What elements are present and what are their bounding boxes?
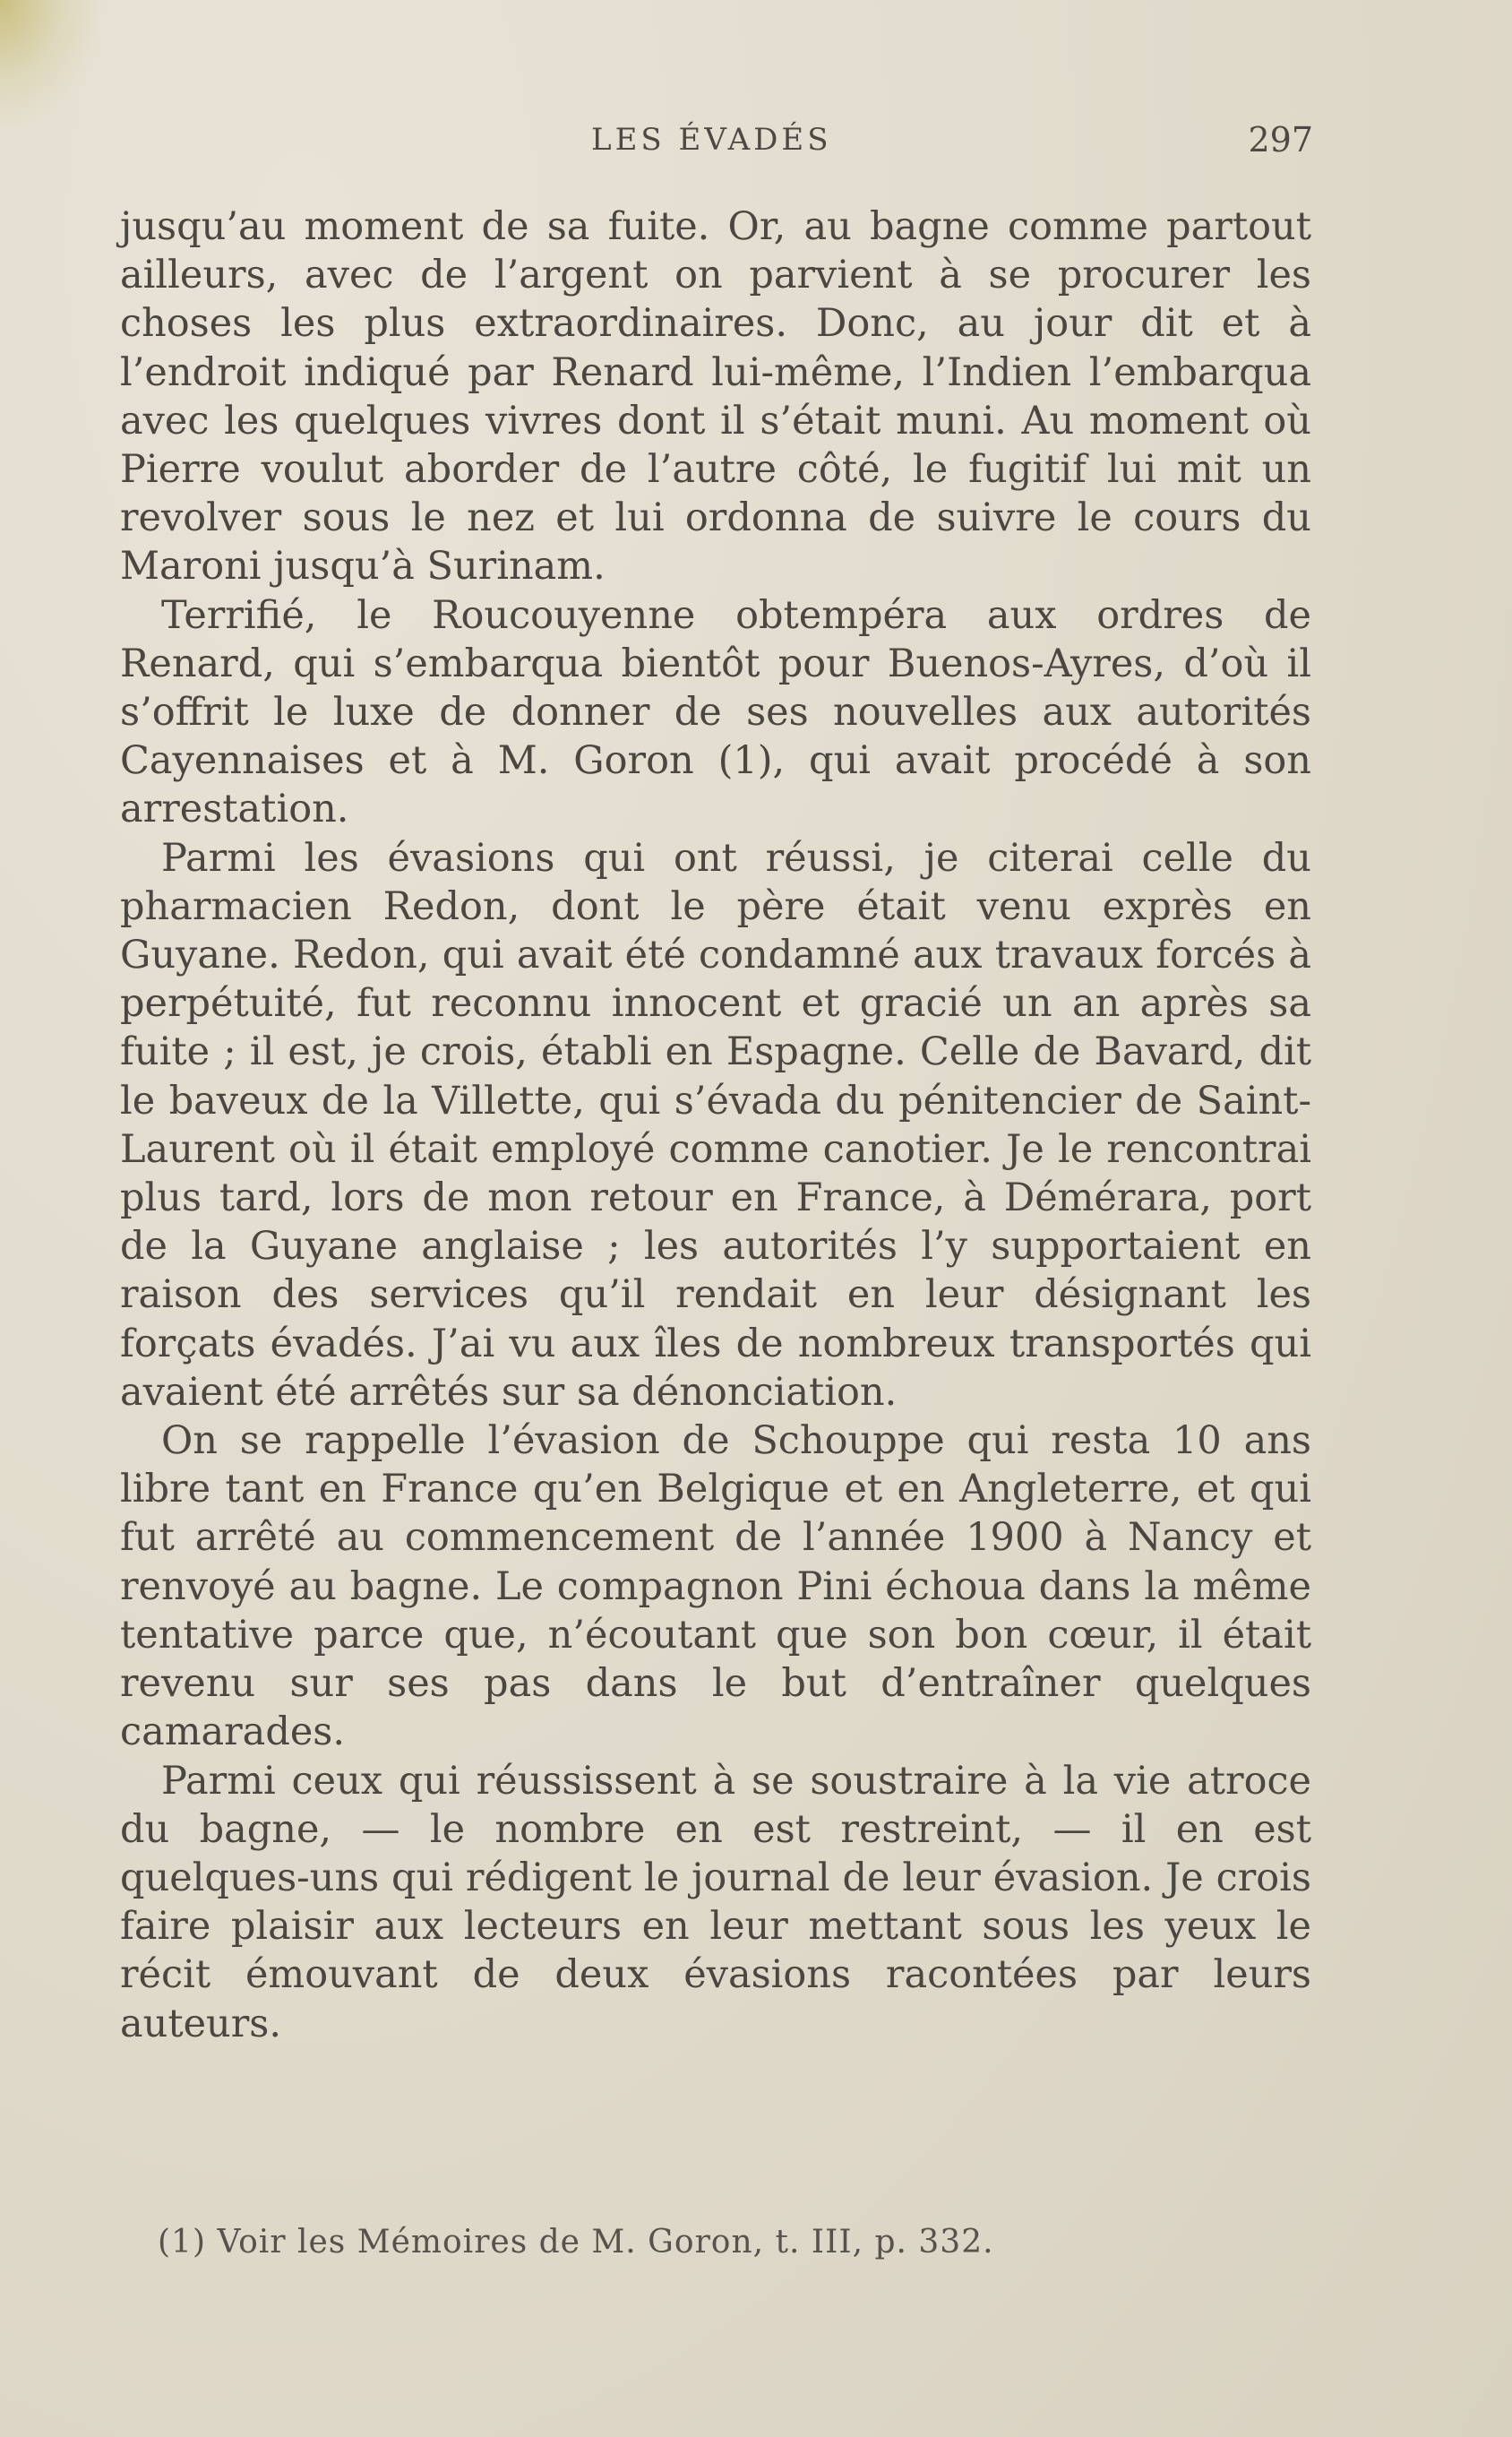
body-text [120,202,1311,2048]
footnote: (1) Voir les Mémoires de M. Goron, t. III, p. 332. [158,2224,994,2260]
paragraph-escape-journals: Parmi ceux qui réussissent à se soustraire à la vie atroce du bagne, — le nombre en est restreint, — il en est quelques-uns qui rédigent le journal de leur évasion. Je crois faire plaisir aux lecteurs en leur mettant sous les yeux le récit émouvant de deux évasions racontées par leurs auteurs. [120,1758,1311,2046]
running-title: LES ÉVADÉS [591,122,832,158]
paragraph-renard: Terrifié, le Roucouyenne obtempéra aux ordres de Renard, qui s’embarqua bientôt pour Buenos-Ayres, d’où il s’offrit le luxe de donner de ses nouvelles aux autorités Cayennaises et à M. Goron (1), qui avait procédé à son arrestation. [120,592,1311,832]
paragraph-schouppe: On se rappelle l’évasion de Schouppe qui resta 10 ans libre tant en France qu’en Belgique et en Angleterre, et qui fut arrêté au commencement de l’année 1900 à Nancy et renvoyé au bagne. Le compagnon Pini échoua dans la même tentative parce que, n’écoutant que son bon cœur, il était revenu sur ses pas dans le but d’entraîner quelques camarades. [120,1418,1311,1755]
paper-stain [0,0,99,125]
page-number: 297 [1248,120,1313,159]
paragraph-continuation: jusqu’au moment de sa fuite. Or, au bagne comme partout ailleurs, avec de l’argent on parvient à se procurer les choses les plus extraordinaires. Donc, au jour dit et à l’endroit indiqué par Renard lui-même, l’Indien l’embarqua avec les quelques vivres dont il s’était muni. Au moment où Pierre voulut aborder de l’autre côté, le fugitif lui mit un revolver sous le nez et lui ordonna de suivre le cours du Maroni jusqu’à Surinam. [120,204,1311,590]
paragraph-successful-escapes: Parmi les évasions qui ont réussi, je citerai celle du pharmacien Redon, dont le père était venu exprès en Guyane. Redon, qui avait été condamné aux travaux forcés à perpétuité, fut reconnu innocent et gracié un an après sa fuite ; il est, je crois, établi en Espagne. Celle de Bavard, dit le baveux de la Villette, qui s’évada du pénitencier de Saint-Laurent où il était employé comme canotier. Je le rencontrai plus tard, lors de mon retour en France, à Démérara, port de la Guyane anglaise ; les autorités l’y supportaient en raison des services qu’il rendait en leur désignant les forçats évadés. J’ai vu aux îles de nombreux transportés qui avaient été arrêtés sur sa dénonciation. [120,835,1311,1415]
